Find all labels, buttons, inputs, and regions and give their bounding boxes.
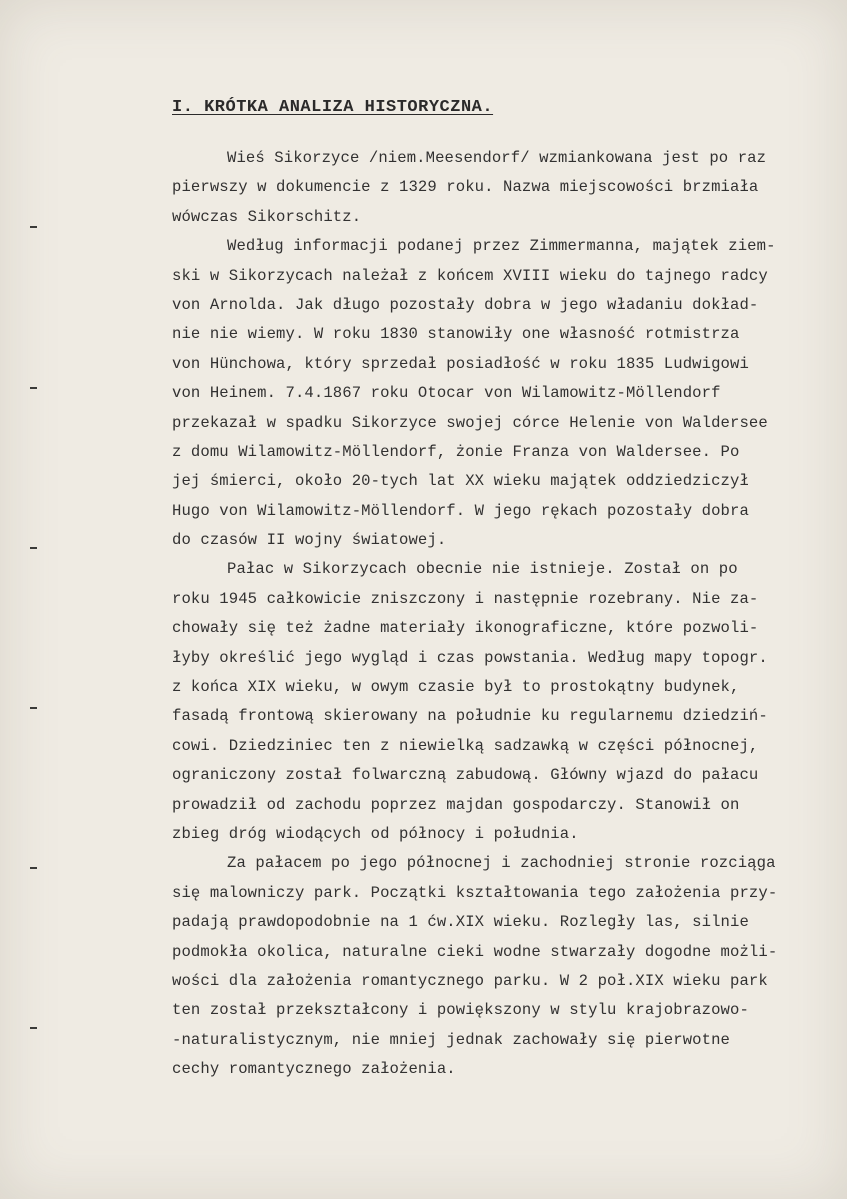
text-line: z domu Wilamowitz-Möllendorf, żonie Franza von Waldersee. Po <box>172 442 740 461</box>
margin-mark <box>30 867 37 869</box>
text-line: z końca XIX wieku, w owym czasie był to prostokątny budynek, <box>172 678 740 697</box>
text-line: cechy romantycznego założenia. <box>172 1060 456 1079</box>
text-line: ski w Sikorzycach należał z końcem XVIII wieku do tajnego radcy <box>172 266 768 285</box>
text-line: jej śmierci, około 20-tych lat XX wieku majątek oddziedziczył <box>172 472 749 491</box>
text-line: Za pałacem po jego północnej i zachodniej stronie rozciąga <box>227 854 776 873</box>
text-line: chowały się też żadne materiały ikonograficzne, które pozwoli- <box>172 619 759 638</box>
paragraph-1 <box>172 144 832 232</box>
text-line: cowi. Dziedziniec ten z niewielką sadzawką w części północnej, <box>172 736 759 755</box>
text-line: roku 1945 całkowicie zniszczony i następnie rozebrany. Nie za- <box>172 589 759 608</box>
text-line: -naturalistycznym, nie mniej jednak zachowały się pierwotne <box>172 1030 731 1049</box>
text-line: się malowniczy park. Początki kształtowania tego założenia przy- <box>172 883 778 902</box>
section-heading: I. KRÓTKA ANALIZA HISTORYCZNA. <box>172 98 494 117</box>
paragraph-4 <box>172 849 832 1084</box>
text-line: ograniczony został folwarczną zabudową. Główny wjazd do pałacu <box>172 766 759 785</box>
margin-mark <box>30 226 37 228</box>
margin-mark <box>30 1027 37 1029</box>
text-line: padają prawdopodobnie na 1 ćw.XIX wieku. Rozległy las, silnie <box>172 913 749 932</box>
text-line: wówczas Sikorschitz. <box>172 207 362 226</box>
document-body <box>172 144 832 1085</box>
text-line: łyby określić jego wygląd i czas powstania. Według mapy topogr. <box>172 648 768 667</box>
text-line: nie nie wiemy. W roku 1830 stanowiły one własność rotmistrza <box>172 325 740 344</box>
text-line: prowadził od zachodu poprzez majdan gospodarczy. Stanowił on <box>172 795 740 814</box>
text-line: pierwszy w dokumencie z 1329 roku. Nazwa miejscowości brzmiała <box>172 178 759 197</box>
margin-mark <box>30 547 37 549</box>
margin-mark <box>30 387 37 389</box>
text-line: Pałac w Sikorzycach obecnie nie istnieje. Został on po <box>227 560 738 579</box>
text-line: wości dla założenia romantycznego parku. W 2 poł.XIX wieku park <box>172 971 768 990</box>
text-line: przekazał w spadku Sikorzyce swojej córce Helenie von Waldersee <box>172 413 768 432</box>
text-line: Według informacji podanej przez Zimmermanna, majątek ziem- <box>227 237 776 256</box>
paragraph-2 <box>172 232 832 555</box>
text-line: ten został przekształcony i powiększony w stylu krajobrazowo- <box>172 1001 749 1020</box>
text-line: von Heinem. 7.4.1867 roku Otocar von Wilamowitz-Möllendorf <box>172 384 721 403</box>
text-line: Hugo von Wilamowitz-Möllendorf. W jego rękach pozostały dobra <box>172 501 749 520</box>
text-line: zbieg dróg wiodących od północy i południa. <box>172 824 579 843</box>
paragraph-3 <box>172 555 832 849</box>
text-line: von Arnolda. Jak długo pozostały dobra w jego władaniu dokład- <box>172 295 759 314</box>
text-line: podmokła okolica, naturalne cieki wodne stwarzały dogodne możli- <box>172 942 778 961</box>
text-line: fasadą frontową skierowany na południe ku regularnemu dziedziń- <box>172 707 768 726</box>
text-line: do czasów II wojny światowej. <box>172 531 447 550</box>
text-line: Wieś Sikorzyce /niem.Meesendorf/ wzmiankowana jest po raz <box>227 149 767 167</box>
text-line: von Hünchowa, który sprzedał posiadłość w roku 1835 Ludwigowi <box>172 354 749 373</box>
margin-mark <box>30 707 37 709</box>
